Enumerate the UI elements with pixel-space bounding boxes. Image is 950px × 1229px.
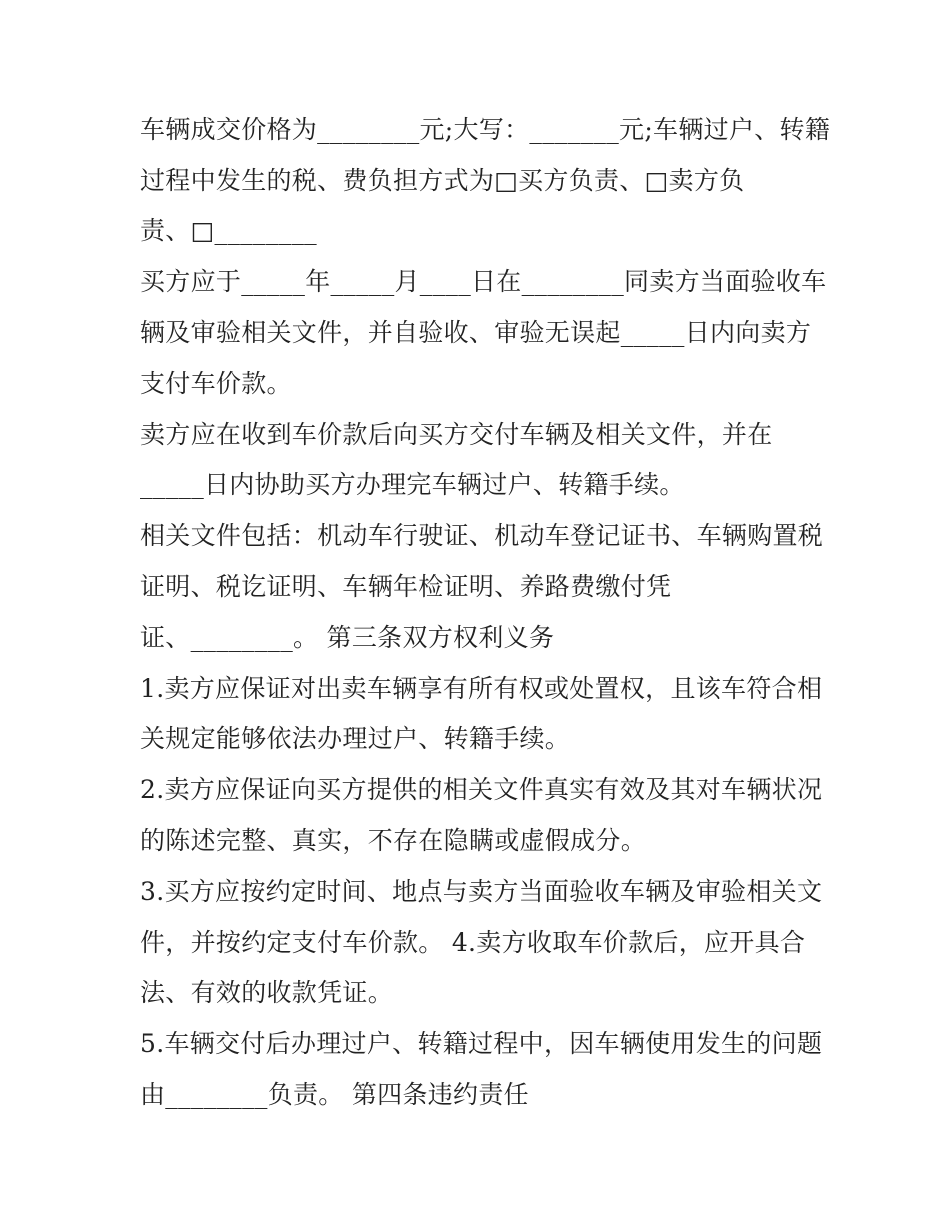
text-line: 2.卖方应保证向买方提供的相关文件真实有效及其对车辆状况: [140, 775, 823, 804]
text-line: 3.买方应按约定时间、地点与卖方当面验收车辆及审验相关文: [140, 877, 823, 906]
text-line: 1.卖方应保证对出卖车辆享有所有权或处置权，且该车符合相: [140, 674, 823, 703]
text-line: 证、________。 第三条双方权利义务: [140, 623, 555, 652]
text-line: 法、有效的收款凭证。: [140, 978, 394, 1007]
text-line: 卖方应在收到车价款后向买方交付车辆及相关文件，并在: [140, 420, 773, 449]
text-line: 证明、税讫证明、车辆年检证明、养路费缴付凭: [140, 572, 672, 601]
text-line: _____日内协助买方办理完车辆过户、转籍手续。: [140, 470, 685, 499]
text-line: 责、□________: [140, 216, 317, 245]
text-line: 的陈述完整、真实，不存在隐瞒或虚假成分。: [140, 826, 647, 855]
text-line: 车辆成交价格为________元;大写：_______元;车辆过户、转籍: [140, 115, 831, 144]
text-line: 关规定能够依法办理过户、转籍手续。: [140, 724, 571, 753]
text-line: 买方应于_____年_____月____日在________同卖方当面验收车: [140, 267, 827, 296]
text-line: 5.车辆交付后办理过户、转籍过程中，因车辆使用发生的问题: [140, 1029, 823, 1058]
text-line: 由________负责。 第四条违约责任: [140, 1080, 529, 1109]
text-line: 辆及审验相关文件，并自验收、审验无误起_____日内向卖方: [140, 318, 812, 347]
text-line: 过程中发生的税、费负担方式为□买方负责、□卖方负: [140, 166, 745, 195]
text-line: 件，并按约定支付车价款。 4.卖方收取车价款后，应开具合: [140, 928, 806, 957]
text-line: 支付车价款。: [140, 369, 292, 398]
text-line: 相关文件包括：机动车行驶证、机动车登记证书、车辆购置税: [140, 521, 824, 550]
